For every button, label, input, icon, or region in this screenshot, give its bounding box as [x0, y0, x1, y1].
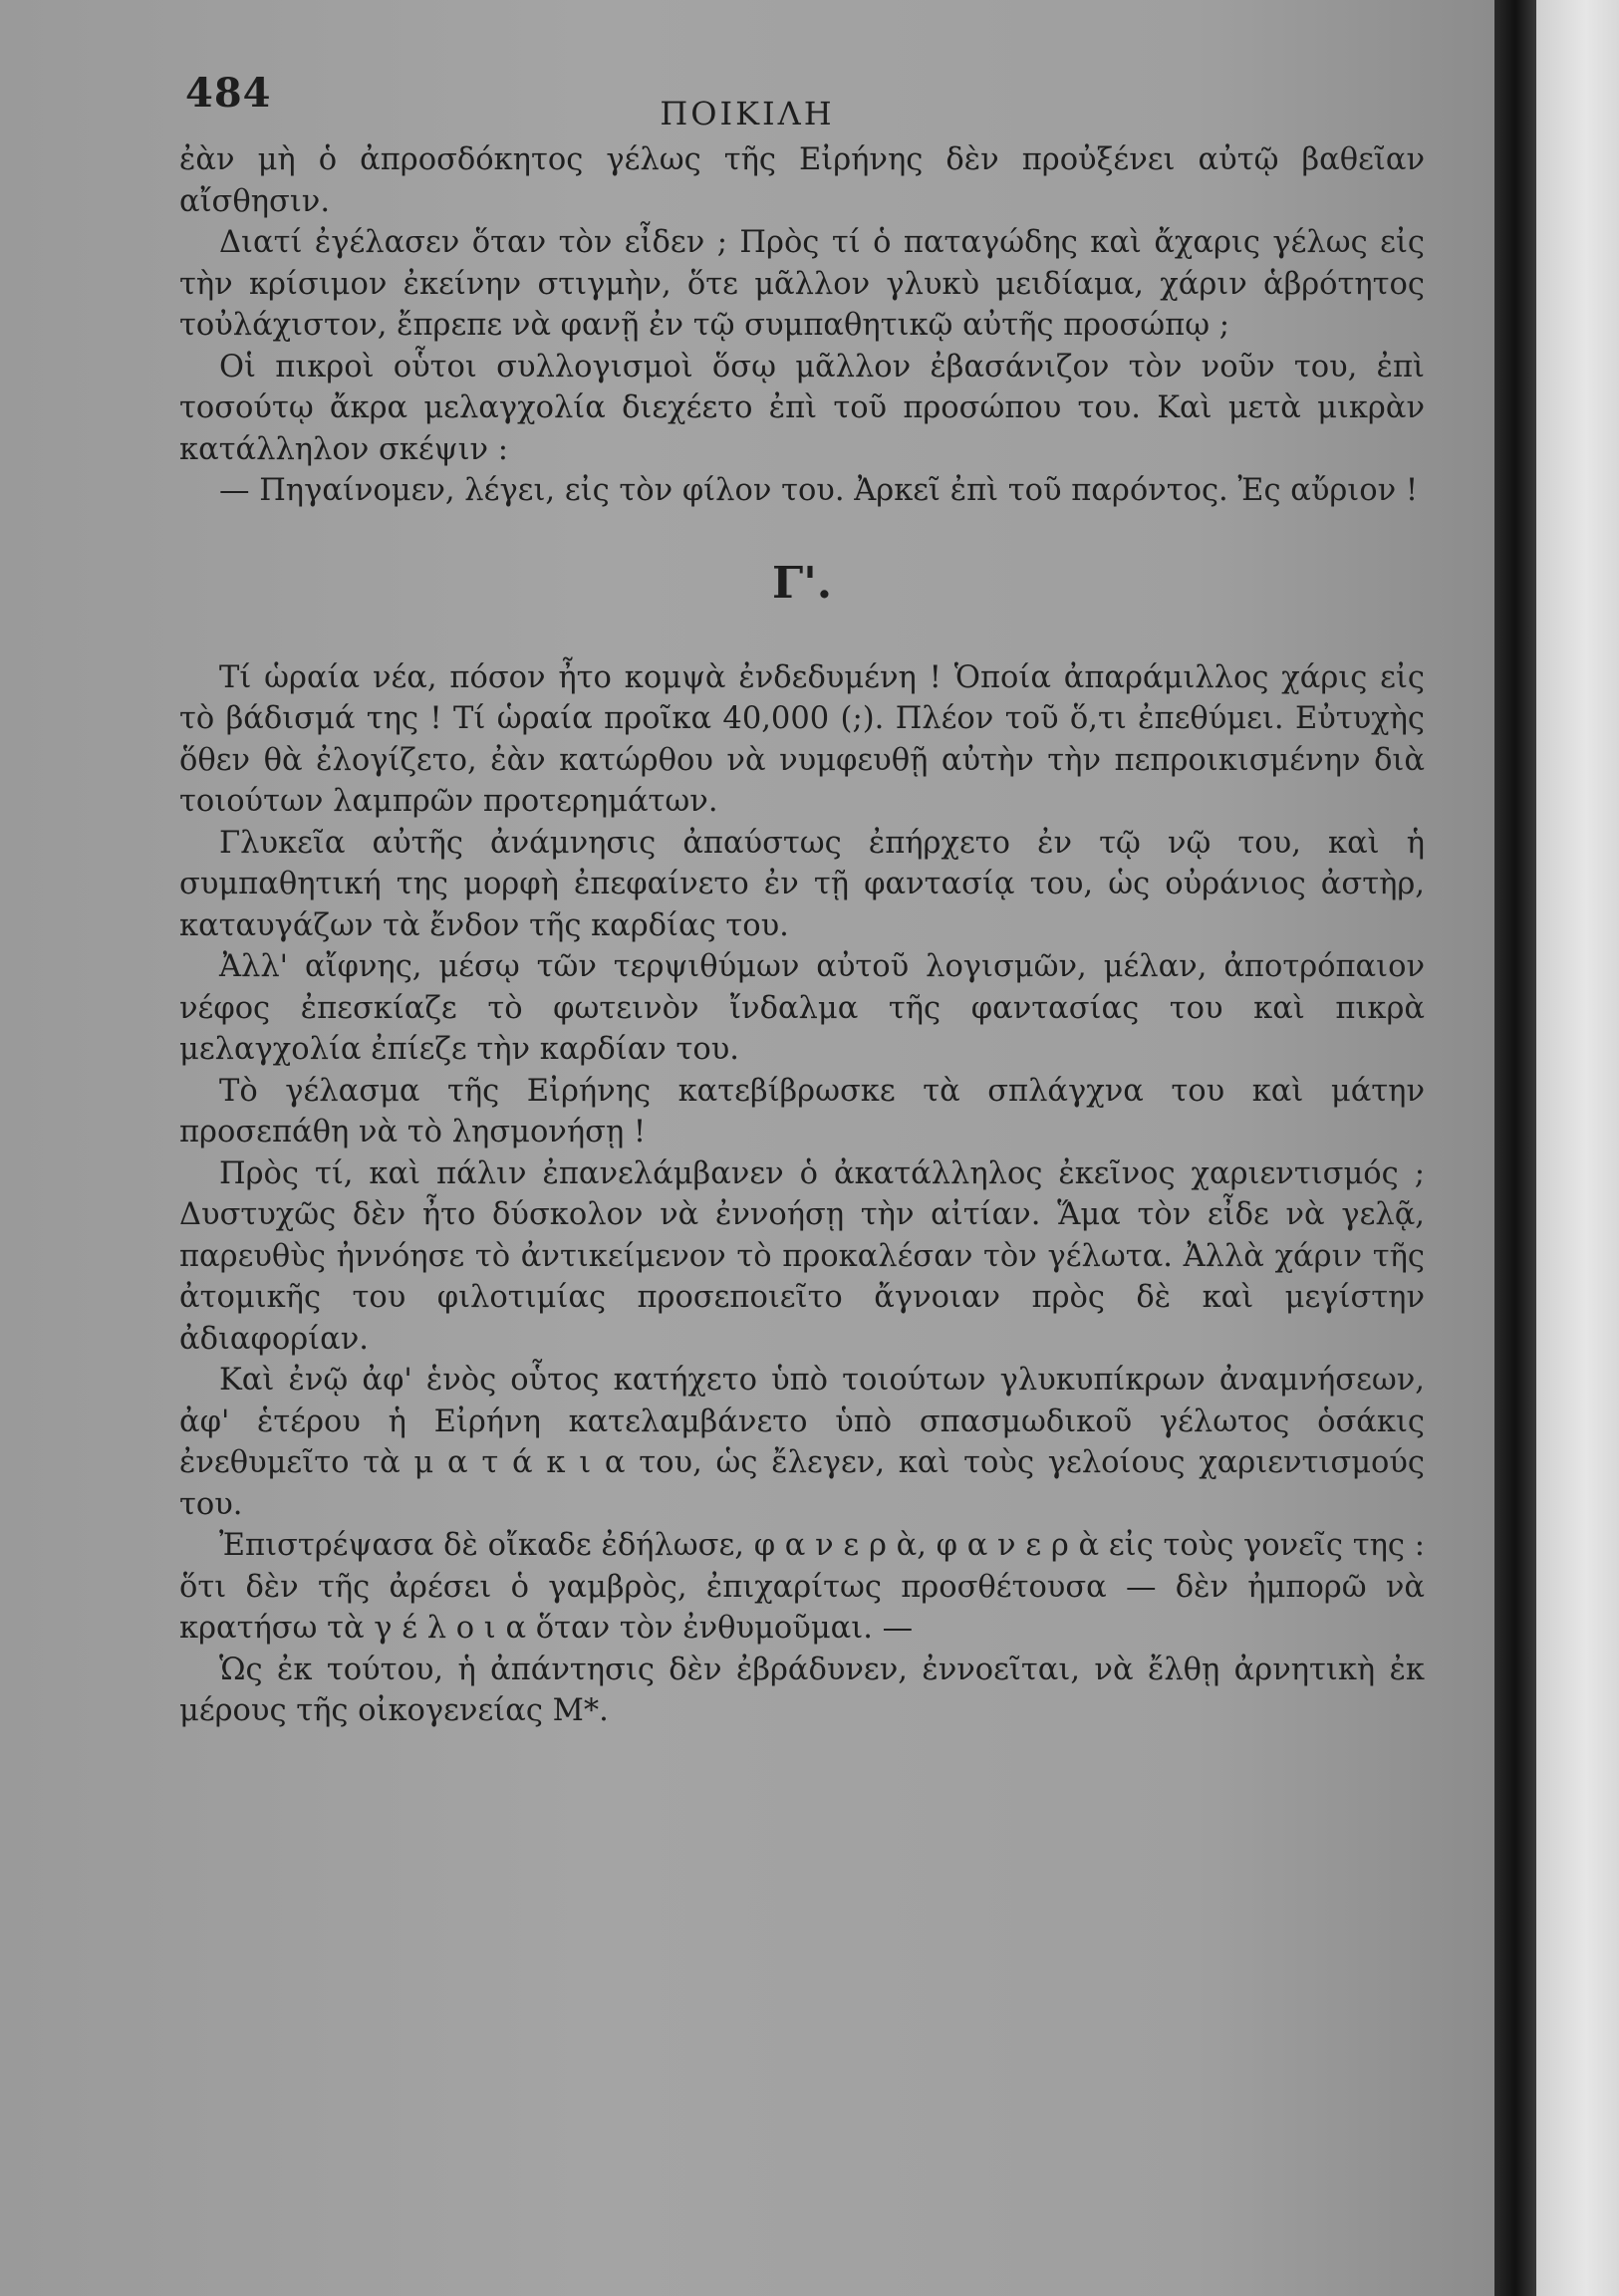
- paragraph: Ἀλλ' αἴφνης, μέσῳ τῶν τερψιθύμων αὐτοῦ λογισμῶν, μέλαν, ἀποτρόπαιον νέφος ἐπεσκίαζε τὸ φωτεινὸν ἴνδαλμα τῆς φαντασίας του καὶ πικρὰ μελαγχολία ἐπίεζε τὴν καρδίαν του.: [179, 949, 1425, 1067]
- paragraph: — Πηγαίνομεν, λέγει, εἰς τὸν φίλον του. Ἀρκεῖ ἐπὶ τοῦ παρόντος. Ἐς αὔριον !: [219, 473, 1419, 508]
- paragraph: Τί ὡραία νέα, πόσον ἦτο κομψὰ ἐνδεδυμένη ! Ὁποία ἀπαράμιλλος χάρις εἰς τὸ βάδισμά της ! Τί ὡραία προῖκα 40,000 (;). Πλέον τοῦ ὅ,τι ἐπεθύμει. Εὐτυχὴς ὅθεν θὰ ἐλογίζετο, ἐὰν κατώρθου νὰ νυμφευθῇ αὐτὴν τὴν πεπροικισμένην διὰ τοιούτων λαμπρῶν προτερημάτων.: [179, 659, 1425, 819]
- paragraph: Πρὸς τί, καὶ πάλιν ἐπανελάμβανεν ὁ ἀκατάλληλος ἐκεῖνος χαριεντισμός ; Δυστυχῶς δὲν ἦτο δύσκολον νὰ ἐννοήσῃ τὴν αἰτίαν. Ἅμα τὸν εἶδε νὰ γελᾷ, παρευθὺς ἠννόησε τὸ ἀντικείμενον τὸ προκαλέσαν τὸν γέλωτα. Ἀλλὰ χάριν τῆς ἀτομικῆς του φιλοτιμίας προσεποιεῖτο ἄγνοιαν πρὸς δὲ καὶ μεγίστην ἀδιαφορίαν.: [179, 1155, 1425, 1357]
- paragraph: Ἐπιστρέψασα δὲ οἴκαδε ἐδήλωσε, φ α ν ε ρ ὰ, φ α ν ε ρ ὰ εἰς τοὺς γονεῖς της : ὅτι δὲν τῆς ἀρέσει ὁ γαμβρὸς, ἐπιχαρίτως προσθέτουσα — δὲν ἠμπορῶ νὰ κρατήσω τὰ γ έ λ ο ι α ὅταν τὸν ἐνθυμοῦμαι. —: [179, 1528, 1425, 1646]
- paragraph: Καὶ ἐνῷ ἀφ' ἑνὸς οὗτος κατήχετο ὑπὸ τοιούτων γλυκυπίκρων ἀναμνήσεων, ἀφ' ἑτέρου ἡ Εἰρήνη κατελαμβάνετο ὑπὸ σπασμωδικοῦ γέλωτος ὁσάκις ἐνεθυμεῖτο τὰ μ α τ ά κ ι α του, ὡς ἔλεγεν, καὶ τοὺς γελοίους χαριεντισμούς του.: [179, 1363, 1425, 1522]
- paragraph: Διατί ἐγέλασεν ὅταν τὸν εἶδεν ; Πρὸς τί ὁ παταγώδης καὶ ἄχαρις γέλως εἰς τὴν κρίσιμον ἐκείνην στιγμὴν, ὅτε μᾶλλον γλυκὺ μειδίαμα, χάριν ἁβρότητος τοὐλάχιστον, ἔπρεπε νὰ φανῇ ἐν τῷ συμπαθητικῷ αὐτῆς προσώπῳ ;: [179, 225, 1425, 343]
- paragraph: Ὡς ἐκ τούτου, ἡ ἀπάντησις δὲν ἐβράδυνεν, ἐννοεῖται, νὰ ἔλθῃ ἀρνητικὴ ἐκ μέρους τῆς οἰκογενείας Μ*.: [179, 1652, 1425, 1728]
- facing-page-edge: [1536, 0, 1619, 2296]
- running-head: ΠΟΙΚΙΛΗ: [660, 95, 835, 132]
- paragraph: Οἱ πικροὶ οὗτοι συλλογισμοὶ ὅσῳ μᾶλλον ἐβασάνιζον τὸν νοῦν του, ἐπὶ τοσούτῳ ἄκρα μελαγχολία διεχέετο ἐπὶ τοῦ προσώπου του. Καὶ μετὰ μικρὰν κατάλληλον σκέψιν :: [179, 349, 1425, 467]
- page-number: 484: [185, 70, 272, 117]
- section-heading: Γ'.: [771, 557, 833, 609]
- paragraph: Γλυκεῖα αὐτῆς ἀνάμνησις ἀπαύστως ἐπήρχετο ἐν τῷ νῷ του, καὶ ἡ συμπαθητική της μορφὴ ἐπεφαίνετο ἐν τῇ φαντασίᾳ του, ὡς οὐράνιος ἀστὴρ, καταυγάζων τὰ ἔνδον τῆς καρδίας του.: [179, 825, 1425, 943]
- body-text: [179, 139, 1425, 1732]
- paragraph: ἐὰν μὴ ὁ ἀπροσδόκητος γέλως τῆς Εἰρήνης δὲν προὐξένει αὐτῷ βαθεῖαν αἴσθησιν.: [179, 142, 1425, 219]
- book-gutter: [1494, 0, 1536, 2296]
- paragraph: Τὸ γέλασμα τῆς Εἰρήνης κατεβίβρωσκε τὰ σπλάγχνα του καὶ μάτην προσεπάθη νὰ τὸ λησμονήσῃ !: [179, 1073, 1425, 1149]
